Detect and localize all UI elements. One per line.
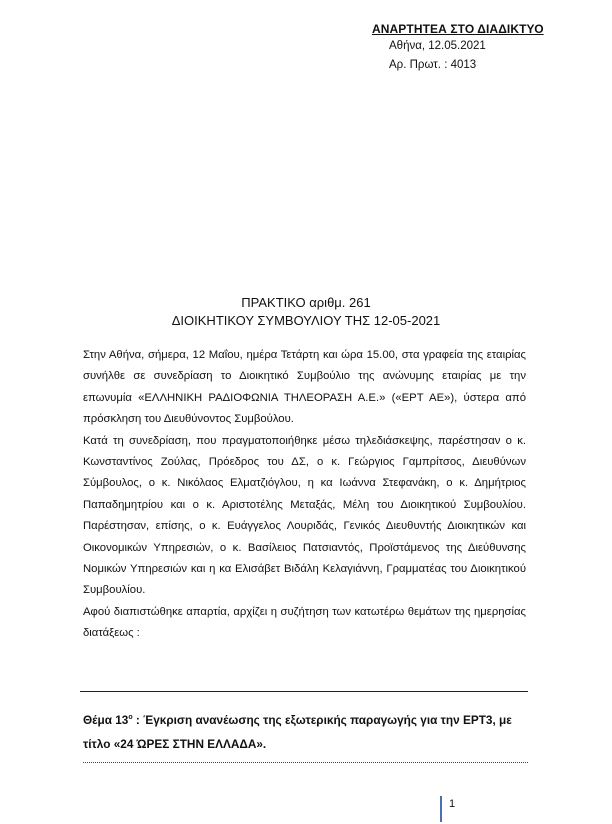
document-date: Αθήνα, 12.05.2021 xyxy=(389,40,486,52)
protocol-number: Αρ. Πρωτ. : 4013 xyxy=(389,59,477,71)
posting-notice-title: ΑΝΑΡΤΗΤΕΑ ΣΤΟ ΔΙΑΔΙΚΤΥΟ xyxy=(372,22,544,36)
section-divider xyxy=(80,691,528,692)
minutes-title: ΠΡΑΚΤΙΚΟ αριθμ. 261 xyxy=(241,295,371,310)
paragraph-quorum: Αφού διαπιστώθηκε απαρτία, αρχίζει η συζήτηση των κατωτέρω θεμάτων της ημερησίας διατάξεως : xyxy=(83,605,526,640)
topic-superscript: ο xyxy=(128,714,133,721)
board-title: ΔΙΟΙΚΗΤΙΚΟΥ ΣΥΜΒΟΥΛΙΟΥ ΤΗΣ 12-05-2021 xyxy=(171,313,441,328)
topic-text: : Έγκριση ανανέωσης της εξωτερικής παραγωγής για την ΕΡΤ3, με τίτλο «24 ΏΡΕΣ ΣΤΗΝ ΕΛΛΑΔΑ». xyxy=(83,712,512,751)
page-number: 1 xyxy=(449,798,456,810)
topic-label: Θέμα 13 xyxy=(83,712,129,727)
paragraph-intro: Στην Αθήνα, σήμερα, 12 Μαΐου, ημέρα Τετάρτη και ώρα 15.00, στα γραφεία της εταιρίας συνήλθε σε συνεδρίαση το Διοικητικό Συμβούλιο της ανώνυμης εταιρίας με την επωνυμία «ΕΛΛΗΝΙΚΗ ΡΑΔΙΟΦΩΝΙΑ ΤΗΛΕΟΡΑΣΗ Α.Ε.» («ΕΡΤ ΑΕ»), ύστερα από πρόσκληση του Διευθύνοντος Συμβούλου. xyxy=(83,349,526,426)
page-number-bar xyxy=(440,796,442,822)
minutes-body xyxy=(83,345,526,645)
paragraph-attendees: Κατά τη συνεδρίαση, που πραγματοποιήθηκε μέσω τηλεδιάσκεψης, παρέστησαν ο κ. Κωνσταντίνος Ζούλας, Πρόεδρος του ΔΣ, ο κ. Γεώργιος Γαμπρίτσος, Διευθύνων Σύμβουλος, ο κ. Νικόλαος Ελματζιόγλου, η κα Ιωάννα Στεφανάκη, ο κ. Δημήτριος Παπαδημητρίου και ο κ. Αριστοτέλης Μεταξάς, Μέλη του Διοικητικού Συμβουλίου. Παρέστησαν, επίσης, ο κ. Ευάγγελος Λουριδάς, Γενικός Διευθυντής Διοικητικών και Οικονομικών Υπηρεσιών, ο κ. Βασίλειος Πατσιαντός, Προϊστάμενος της Διεύθυνσης Νομικών Υπηρεσιών και η κα Ελισάβετ Βιδάλη Κελαγιάννη, Γραμματέας του Διοικητικού Συμβουλίου. xyxy=(83,434,526,597)
dotted-separator xyxy=(83,762,528,763)
agenda-topic xyxy=(83,706,528,756)
